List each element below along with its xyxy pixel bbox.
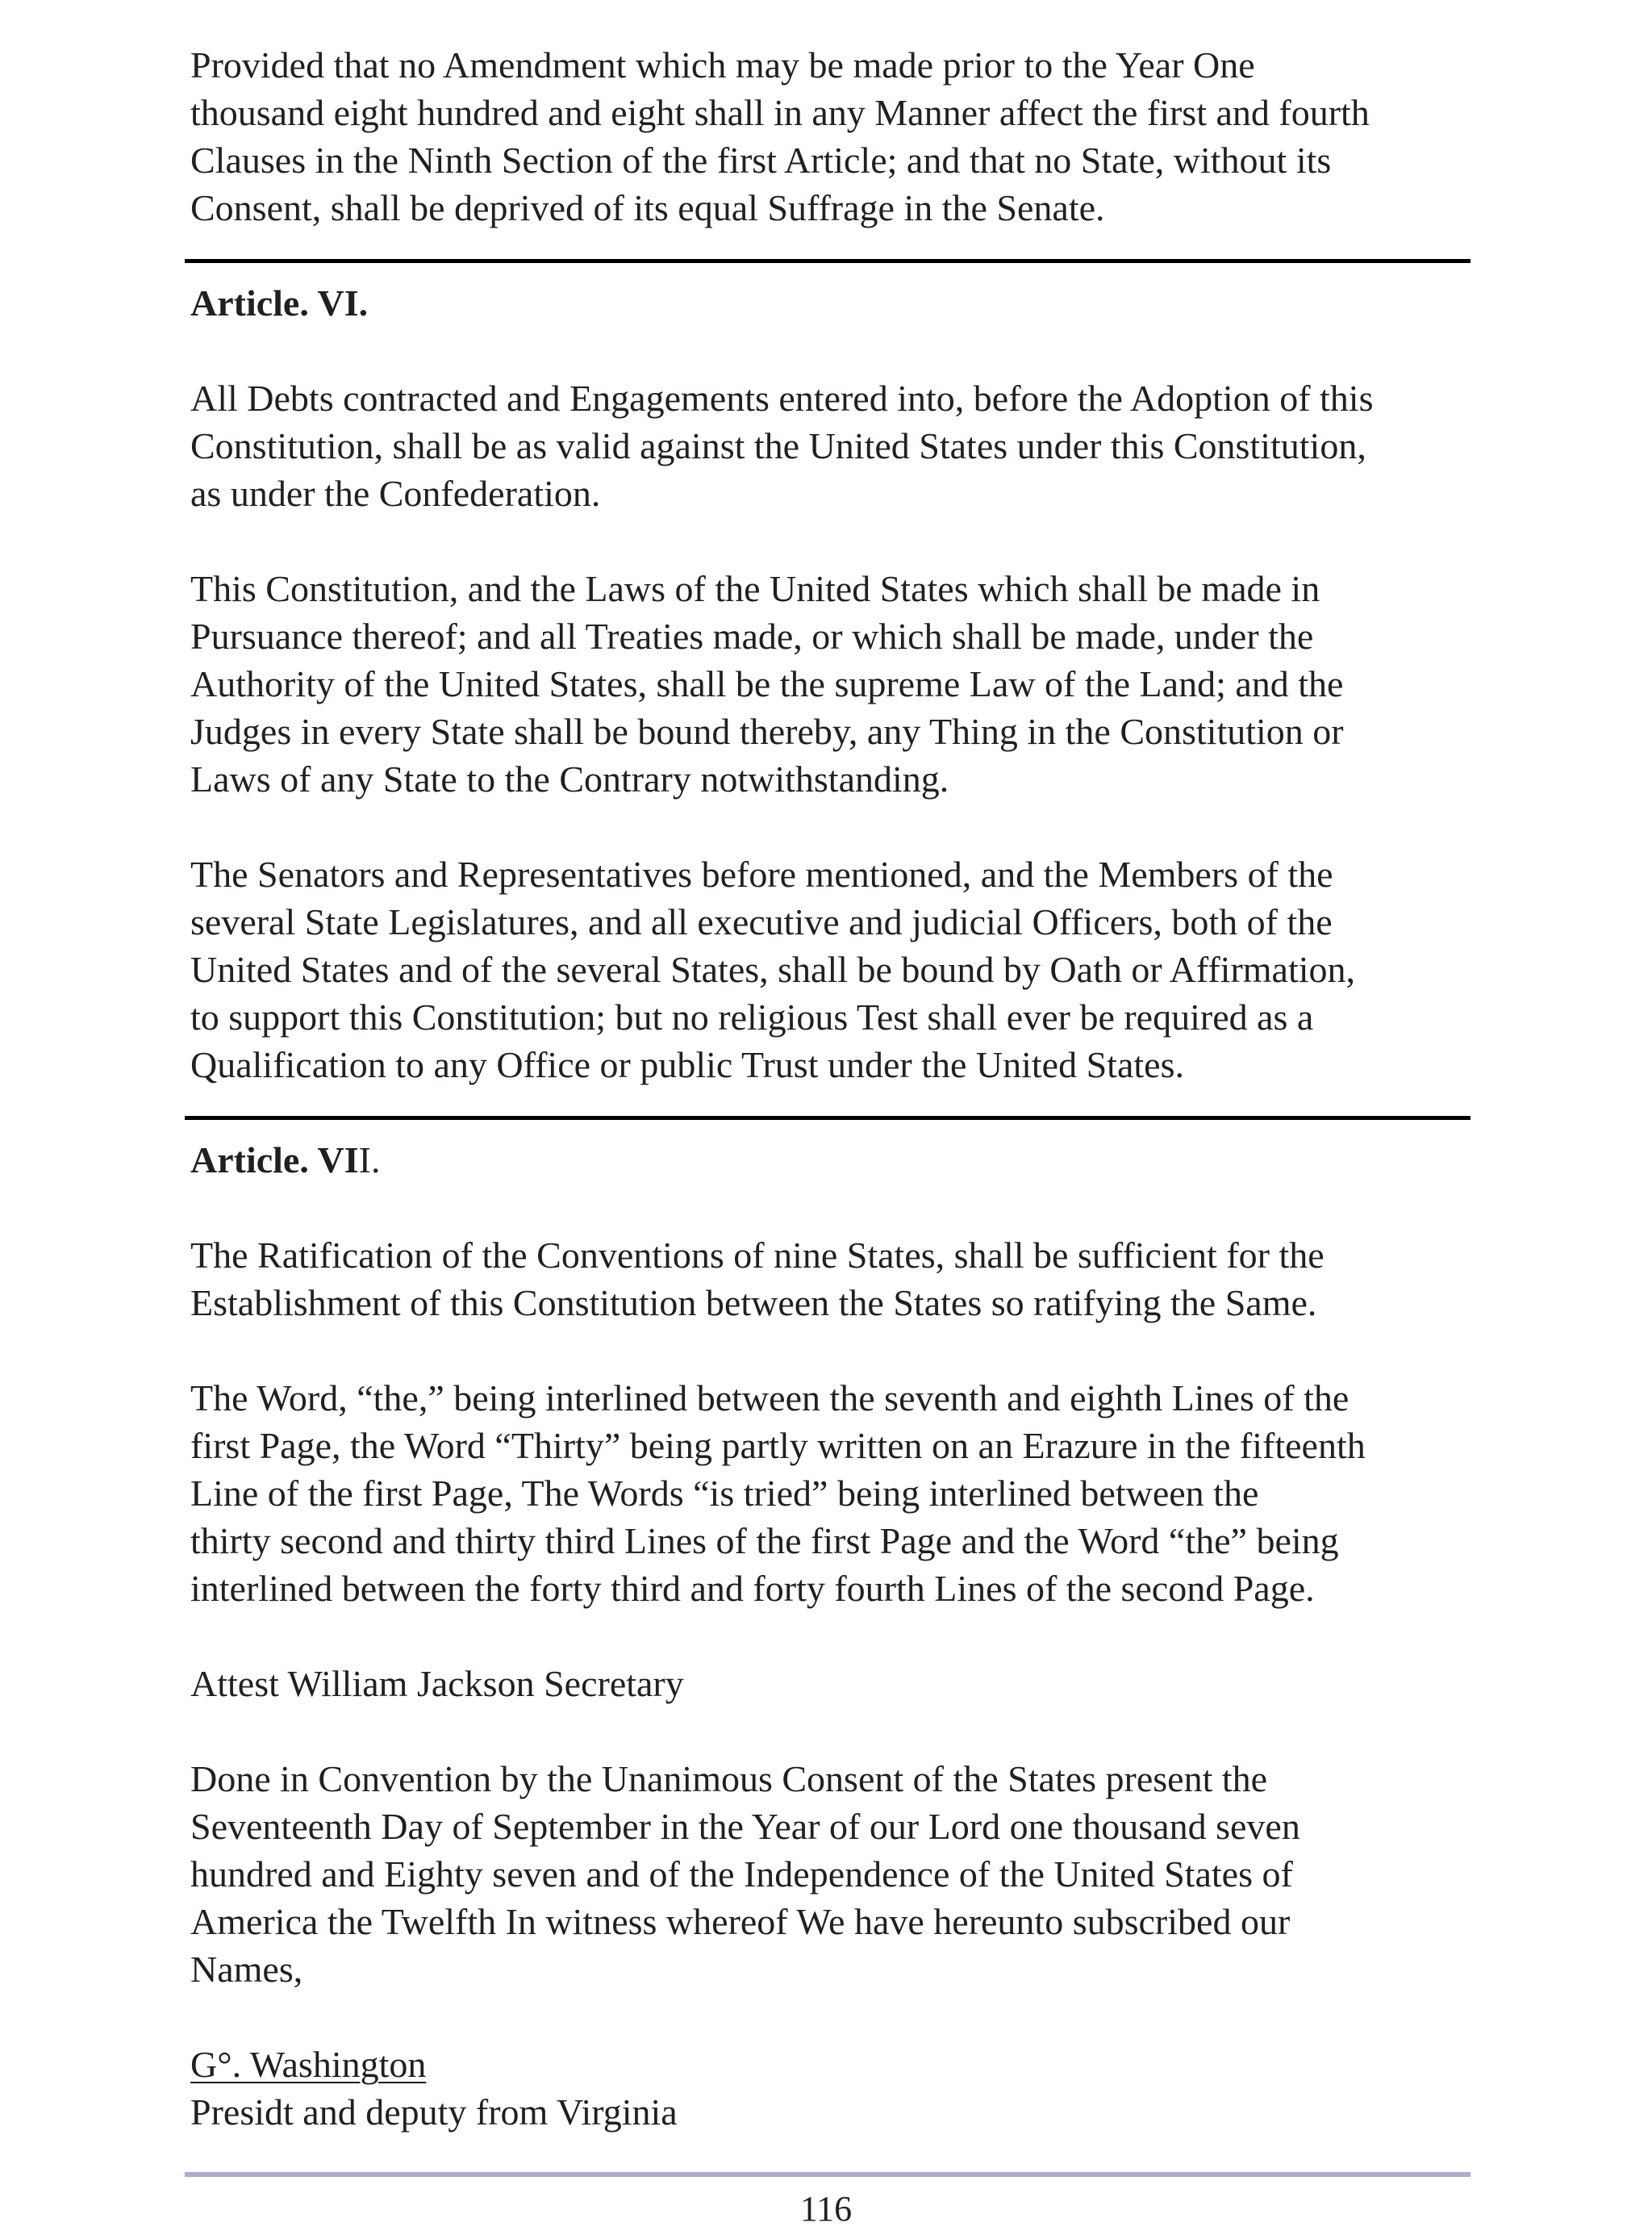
text-line: Names, xyxy=(190,1949,303,1990)
footer-rule xyxy=(185,2172,1471,2177)
text-line: United States and of the several States, shall be bound by Oath or Affirmation, xyxy=(190,949,1356,990)
signature-name: G°. Washington xyxy=(190,2044,427,2085)
attest-line xyxy=(190,1660,1481,1707)
text-line: Attest William Jackson Secretary xyxy=(190,1663,684,1704)
article6-paragraph-debts xyxy=(190,374,1481,517)
text-line: first Page, the Word “Thirty” being partly written on an Erazure in the fifteenth xyxy=(190,1425,1366,1466)
text-line: Pursuance thereof; and all Treaties made, or which shall be made, under the xyxy=(190,616,1314,657)
text-line: Constitution, shall be as valid against the United States under this Constitution, xyxy=(190,425,1366,466)
text-line: to support this Constitution; but no religious Test shall ever be required as a xyxy=(190,996,1314,1038)
text-line: Judges in every State shall be bound thereby, any Thing in the Constitution or xyxy=(190,711,1344,752)
article7-paragraph-done-in-convention xyxy=(190,1755,1481,1993)
section-divider xyxy=(185,259,1471,263)
signature-title: Presidt and deputy from Virginia xyxy=(190,2091,678,2133)
text-line: Clauses in the Ninth Section of the first Article; and that no State, without its xyxy=(190,140,1332,181)
article6-paragraph-oath xyxy=(190,850,1481,1088)
article7-paragraph-ratification xyxy=(190,1231,1481,1326)
text-line: This Constitution, and the Laws of the United States which shall be made in xyxy=(190,568,1320,609)
text-line: America the Twelfth In witness whereof We have hereunto subscribed our xyxy=(190,1901,1291,1942)
text-line: hundred and Eighty seven and of the Independence of the United States of xyxy=(190,1853,1293,1895)
text-line: Seventeenth Day of September in the Year of our Lord one thousand seven xyxy=(190,1806,1300,1847)
text-line: The Word, “the,” being interlined between the seventh and eighth Lines of the xyxy=(190,1377,1350,1418)
text-line: All Debts contracted and Engagements entered into, before the Adoption of this xyxy=(190,378,1374,419)
article7-heading-tail: I. xyxy=(358,1139,381,1180)
text-line: thousand eight hundred and eight shall in any Manner affect the first and fourth xyxy=(190,92,1370,133)
article7-heading-bold: Article. VI xyxy=(190,1139,359,1180)
text-line: Establishment of this Constitution between the States so ratifying the Same. xyxy=(190,1282,1317,1323)
section-divider xyxy=(185,1116,1471,1120)
text-line: interlined between the forty third and forty fourth Lines of the second Page. xyxy=(190,1568,1315,1609)
article7-paragraph-interlineations xyxy=(190,1374,1481,1612)
article6-paragraph-supremacy xyxy=(190,565,1481,803)
article5-closing-paragraph xyxy=(190,41,1481,232)
text-line: thirty second and thirty third Lines of the first Page and the Word “the” being xyxy=(190,1520,1339,1561)
page-number: 116 xyxy=(799,2189,853,2229)
text-line: Done in Convention by the Unanimous Consent of the States present the xyxy=(190,1758,1268,1799)
text-line: Line of the first Page, The Words “is tried” being interlined between the xyxy=(190,1473,1259,1514)
text-line: Consent, shall be deprived of its equal Suffrage in the Senate. xyxy=(190,187,1105,228)
text-line: The Ratification of the Conventions of nine States, shall be sufficient for the xyxy=(190,1235,1325,1276)
text-line: Provided that no Amendment which may be made prior to the Year One xyxy=(190,44,1255,86)
signature-name-line xyxy=(190,2041,1481,2088)
text-line: The Senators and Representatives before mentioned, and the Members of the xyxy=(190,854,1333,895)
article6-heading: Article. VI. xyxy=(190,282,369,324)
article7-heading xyxy=(190,1136,1481,1184)
text-line: several State Legislatures, and all executive and judicial Officers, both of the xyxy=(190,901,1333,942)
text-line: as under the Confederation. xyxy=(190,473,601,514)
signature-block xyxy=(190,2041,1481,2136)
text-line: Authority of the United States, shall be the supreme Law of the Land; and the xyxy=(190,663,1344,704)
text-line: Laws of any State to the Contrary notwithstanding. xyxy=(190,758,949,800)
text-line: Qualification to any Office or public Trust under the United States. xyxy=(190,1044,1184,1085)
